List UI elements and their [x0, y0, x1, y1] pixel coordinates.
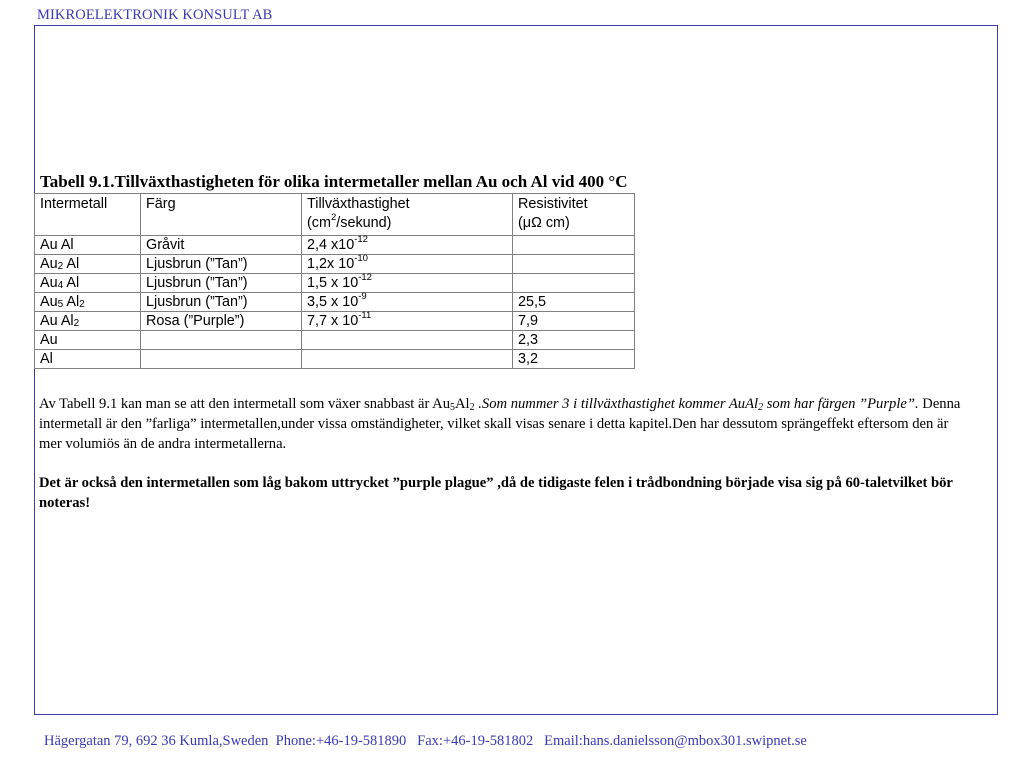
p1-text-mid: Al — [455, 396, 470, 412]
header-rate-sup: 2 — [330, 212, 337, 224]
cell-intermetall — [35, 350, 141, 369]
header-farg — [141, 194, 302, 236]
header-rate-line1: Tillväxthastighet — [307, 196, 410, 212]
rate-exponent: -11 — [358, 310, 372, 322]
formula-al: Al — [63, 275, 80, 291]
color-text: Ljusbrun (”Tan”) — [146, 294, 248, 310]
cell-intermetall — [35, 293, 141, 312]
cell-growth-rate — [302, 312, 513, 331]
formula-au: Au — [40, 294, 58, 310]
p1-text-d: Denna intermetall är den ”farliga” intermetallen,under vissa omständigheter, vilket skall visas senare i detta kapitel.Den har dessutom sprängeffekt eftersom den är mer volumiös än de andra intermetallerna. — [39, 396, 961, 452]
table-row — [35, 255, 635, 274]
p1-sub-1: 5 — [450, 402, 456, 413]
rate-exponent: -12 — [358, 272, 372, 284]
cell-resistivity — [513, 274, 635, 293]
header-growth-rate — [302, 194, 513, 236]
color-text: Ljusbrun (”Tan”) — [146, 256, 248, 272]
formula-al-sub: 2 — [79, 299, 85, 310]
cell-growth-rate — [302, 236, 513, 255]
color-text: Rosa (”Purple”) — [146, 313, 245, 329]
header-rate-line2b: /sekund) — [336, 215, 392, 231]
intermetal-table — [34, 193, 635, 369]
cell-growth-rate — [302, 255, 513, 274]
table-header-row — [35, 194, 635, 236]
rate-text: 3,5 x 10 — [307, 294, 359, 310]
table-row — [35, 331, 635, 350]
formula-al: Al — [57, 237, 74, 253]
resistivity-text: 2,3 — [518, 332, 539, 348]
p1-sub-3: 2 — [758, 402, 764, 413]
cell-growth-rate — [302, 274, 513, 293]
cell-resistivity — [513, 236, 635, 255]
cell-color — [141, 331, 302, 350]
cell-intermetall — [35, 312, 141, 331]
header-farg-text: Färg — [146, 196, 176, 212]
header-resistivity — [513, 194, 635, 236]
formula-au: Au — [40, 256, 58, 272]
cell-intermetall — [35, 236, 141, 255]
rate-text: 2,4 x10 — [307, 237, 355, 253]
cell-color — [141, 350, 302, 369]
color-text: Gråvit — [146, 237, 185, 253]
formula-al: Al — [63, 294, 80, 310]
cell-resistivity — [513, 293, 635, 312]
paragraph-1 — [39, 394, 964, 454]
table-caption: Tabell 9.1.Tillväxthastigheten för olika intermetaller mellan Au och Al vid 400 °C — [40, 172, 628, 191]
p1-italic-c: som har färgen ”Purple”. — [763, 396, 919, 412]
cell-intermetall — [35, 274, 141, 293]
rate-text: 7,7 x 10 — [307, 313, 359, 329]
table-row — [35, 274, 635, 293]
formula-au-sub: 5 — [57, 299, 64, 310]
table-row — [35, 350, 635, 369]
table-row — [35, 312, 635, 331]
cell-color — [141, 236, 302, 255]
table-body — [35, 236, 635, 369]
cell-growth-rate — [302, 331, 513, 350]
rate-exponent: -10 — [354, 253, 368, 265]
header-res-line2: (μΩ cm) — [518, 215, 570, 231]
formula-al-sub: 2 — [73, 318, 80, 329]
cell-color — [141, 312, 302, 331]
formula-au: Au — [40, 313, 58, 329]
rate-text: 1,2x 10 — [307, 256, 355, 272]
cell-resistivity — [513, 255, 635, 274]
resistivity-text: 3,2 — [518, 351, 539, 367]
header-intermetall-text: Intermetall — [40, 196, 108, 212]
table-row — [35, 293, 635, 312]
header-res-line1: Resistivitet — [518, 196, 588, 212]
company-name: MIKROELEKTRONIK KONSULT AB — [37, 7, 273, 23]
cell-color — [141, 293, 302, 312]
resistivity-text: 25,5 — [518, 294, 547, 310]
rate-text: 1,5 x 10 — [307, 275, 359, 291]
cell-color — [141, 255, 302, 274]
p1-text-a: Av Tabell 9.1 kan man se att den intermetall som växer snabbast är Au — [39, 396, 451, 412]
header-rate-line2a: (cm — [307, 215, 331, 231]
resistivity-text: 7,9 — [518, 313, 539, 329]
cell-growth-rate — [302, 350, 513, 369]
formula-al: Al — [63, 256, 80, 272]
cell-growth-rate — [302, 293, 513, 312]
rate-exponent: -9 — [358, 291, 367, 303]
cell-intermetall — [35, 255, 141, 274]
formula-al: Al — [57, 313, 74, 329]
table-row — [35, 236, 635, 255]
paragraph-2: Det är också den intermetallen som låg bakom uttrycket ”purple plague” ,då de tidigaste felen i trådbondning började visa sig på 60-taletvilket bör noteras! — [39, 475, 953, 511]
page-frame — [34, 25, 998, 715]
cell-resistivity — [513, 350, 635, 369]
formula-au: Au — [40, 275, 58, 291]
cell-intermetall — [35, 331, 141, 350]
p1-sub-2: 2 — [469, 402, 475, 413]
formula-au-sub: 2 — [57, 261, 64, 272]
cell-resistivity — [513, 312, 635, 331]
p1-italic-b: .Som nummer 3 i tillväxthastighet kommer AuAl — [474, 396, 759, 412]
cell-resistivity — [513, 331, 635, 350]
formula-au: Al — [40, 351, 53, 367]
footer-contact: Hägergatan 79, 692 36 Kumla,Sweden Phone:+46-19-581890 Fax:+46-19-581802 Email:hans.danielsson@mbox301.swipnet.se — [44, 733, 807, 749]
header-intermetall — [35, 194, 141, 236]
rate-exponent: -12 — [354, 234, 368, 246]
formula-au: Au — [40, 237, 58, 253]
formula-au-sub: 4 — [57, 280, 64, 291]
cell-color — [141, 274, 302, 293]
color-text: Ljusbrun (”Tan”) — [146, 275, 248, 291]
formula-au: Au — [40, 332, 58, 348]
